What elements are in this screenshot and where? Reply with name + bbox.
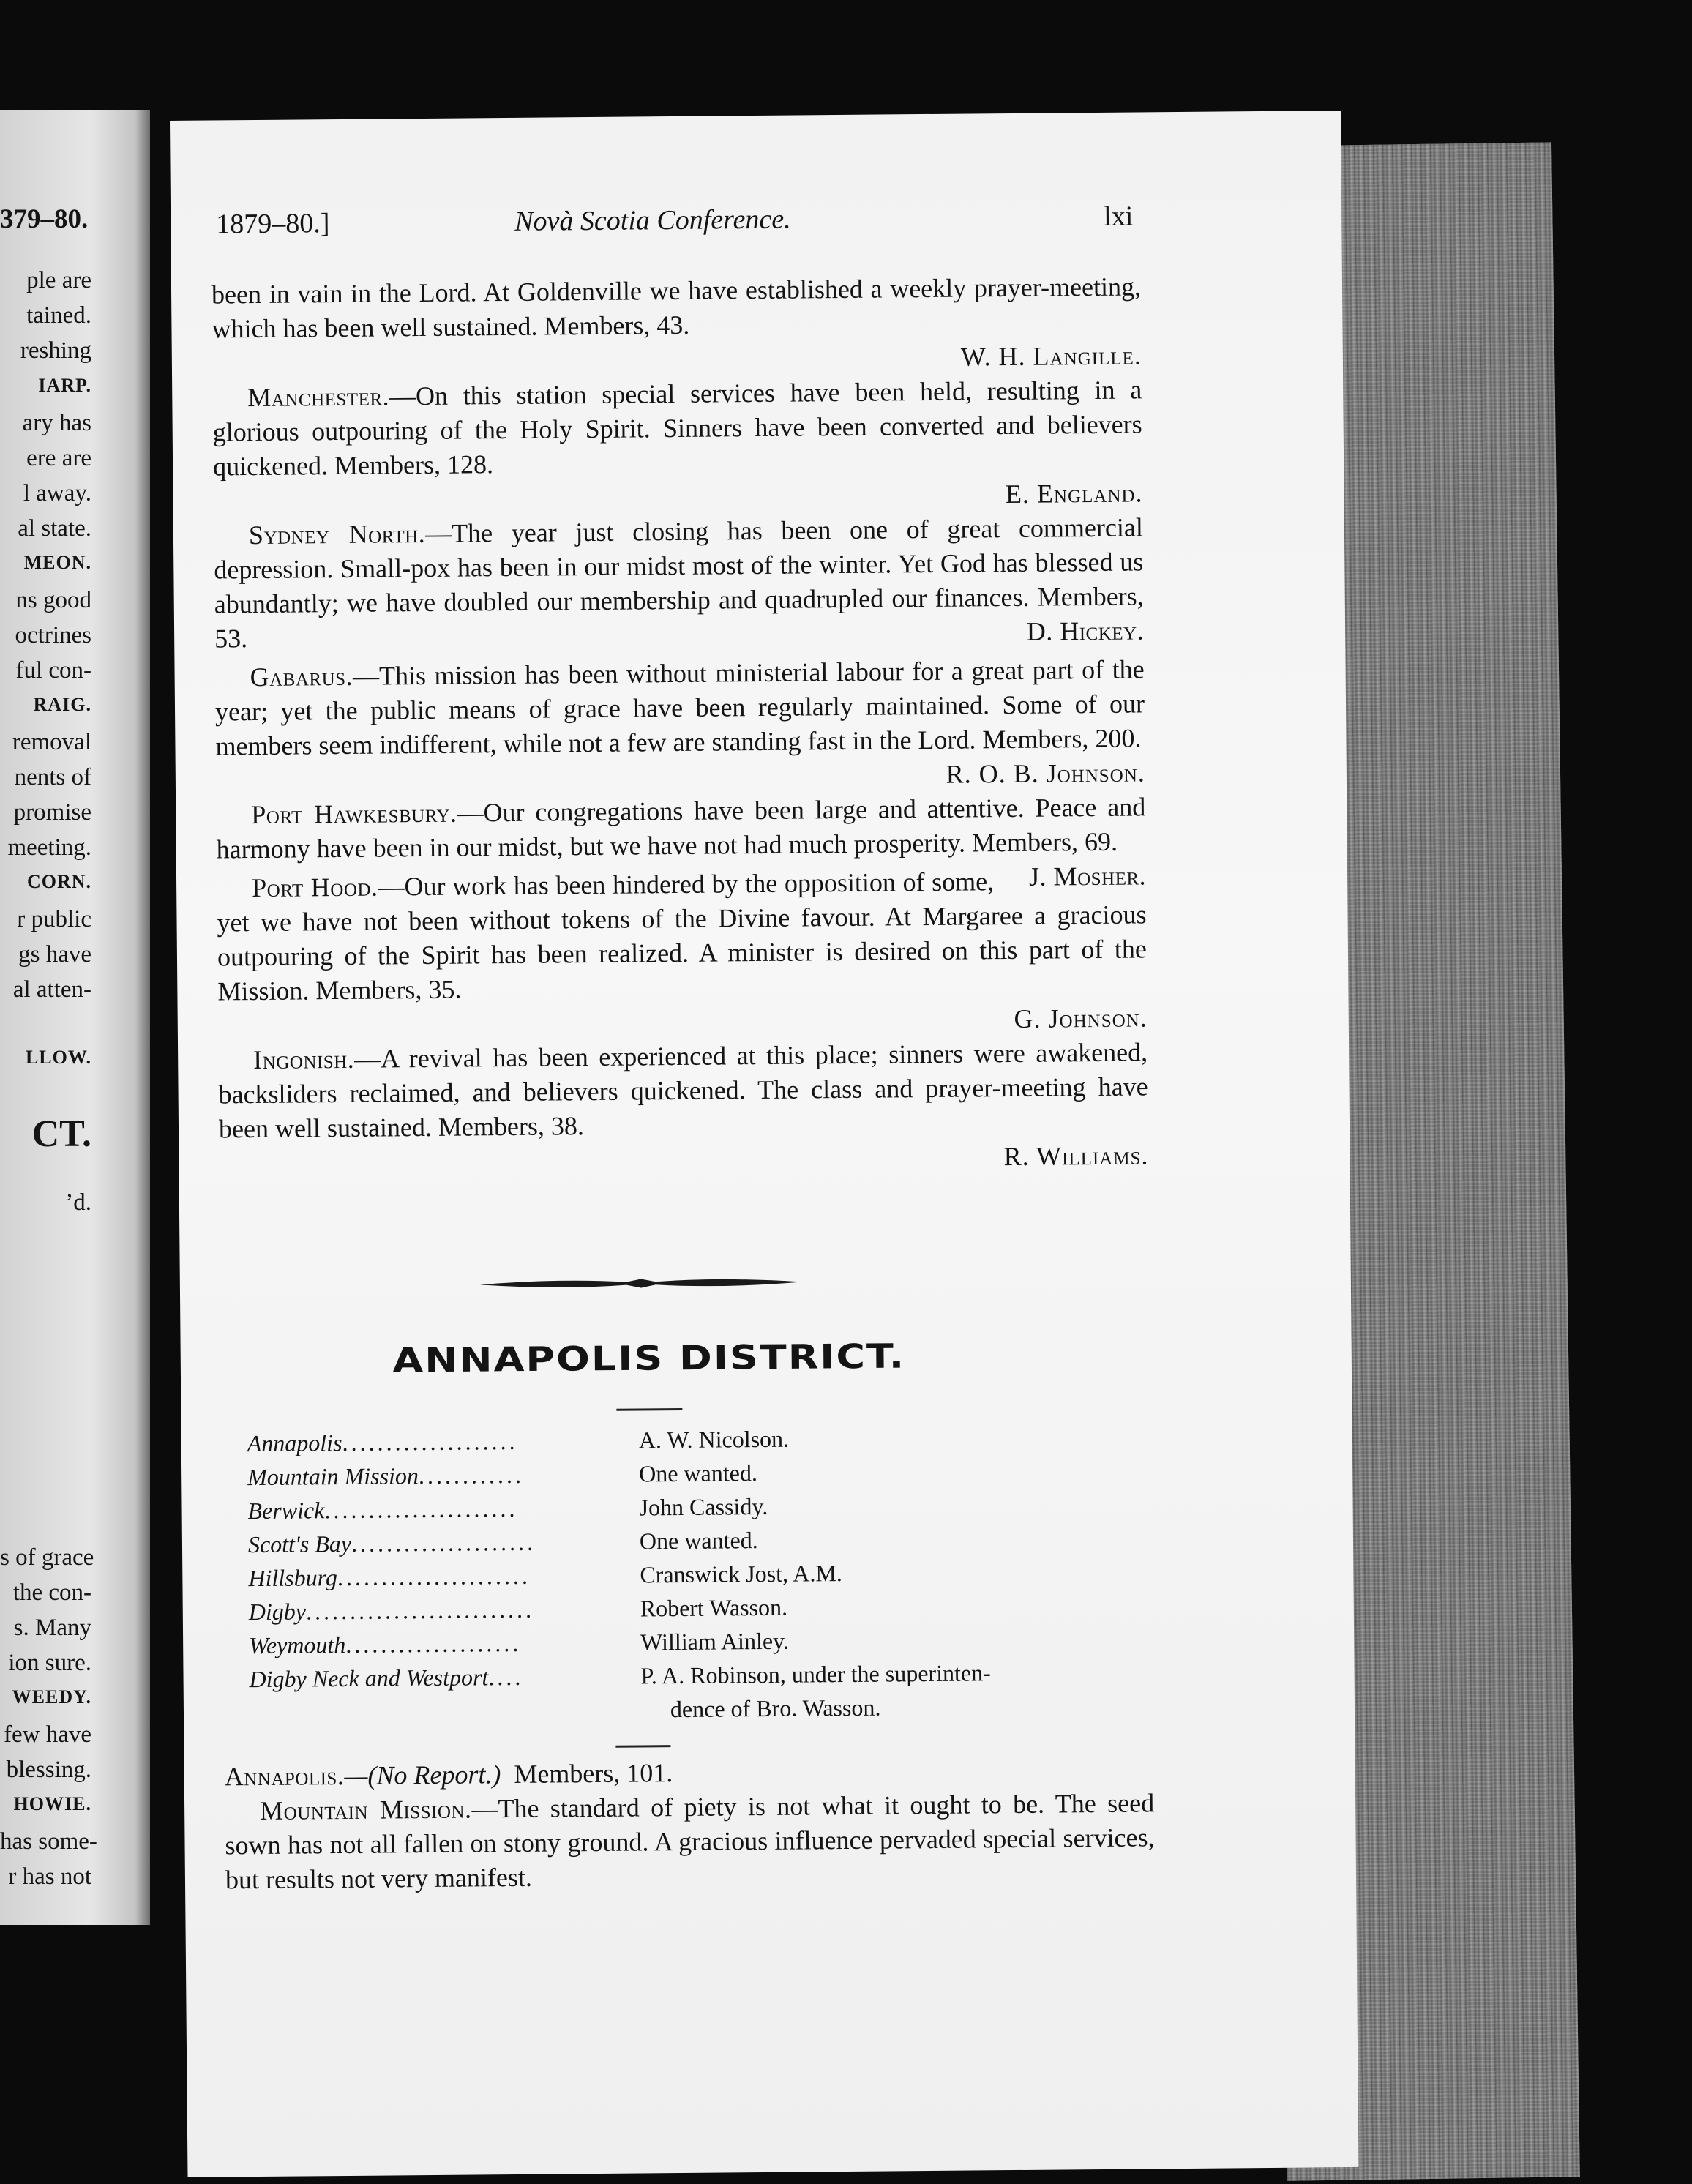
facing-page-line: ns good — [15, 587, 91, 613]
facing-page-line: s of grace — [0, 1544, 94, 1571]
leader-dots: .......................... — [305, 1596, 535, 1625]
report-block — [218, 1035, 1149, 1181]
report-block — [214, 510, 1145, 656]
station-name: Ingonish. — [253, 1044, 355, 1075]
report-signature: D. Hickey. — [1026, 616, 1145, 646]
appointment-minister: A. W. Nicolson. — [638, 1425, 790, 1454]
appointment-station: Berwick — [247, 1497, 325, 1525]
appointment-station: Hillsburg — [248, 1564, 338, 1592]
leader-dots: .... — [488, 1663, 524, 1691]
leader-dots: ..................... — [351, 1528, 536, 1557]
facing-page-line: CT. — [31, 1113, 91, 1155]
facing-page-line: ful con- — [15, 657, 91, 684]
page-number: lxi — [1104, 201, 1134, 232]
station-name: Gabarus. — [250, 661, 353, 692]
report-block — [225, 1786, 1155, 1897]
report-text: —This mission has been without ministerial labour for a great part of the year; yet the public means of grace have been regularly maintained. Some of our members seem indifferent, while not a few are standing fast in the Lord. Members, 200. — [214, 654, 1145, 761]
report-text: —A revival has been experienced at this place; sinners were awakened, backsliders reclaimed, and believers quickened. The class and prayer-meeting have been well sustained. Members, 38. — [218, 1037, 1148, 1144]
report-text: —The year just closing has been one of great commercial depression. Small-pox has been in our midst most of the winter. Yet God has blessed us abundantly; we have doubled our membership and quadrupled our finances. Members, 53. — [214, 512, 1144, 654]
report-text: —(No Report.) — [344, 1759, 501, 1791]
facing-page-line: s. Many — [13, 1615, 91, 1641]
facing-page-line: ary has — [22, 410, 91, 436]
facing-page-line: r public — [17, 906, 91, 932]
running-title: Novà Scotia Conference. — [514, 203, 791, 237]
report-signature: J. Mosher. — [1028, 861, 1147, 891]
facing-page-line: r has not — [8, 1863, 91, 1890]
report-text: —Our congregations have been large and attentive. Peace and harmony have been in our midst, but we have not had much prosperity. Members, 69. — [216, 792, 1146, 864]
facing-page-line: l away. — [23, 480, 91, 506]
facing-page-line: ’d. — [65, 1189, 91, 1216]
facing-page-line: promise — [13, 799, 91, 826]
report-text: been in vain in the Lord. At Goldenville we have established a weekly prayer-meeting, which has been well sustained. Members, 43. — [211, 272, 1142, 344]
appointment-row — [250, 1691, 1164, 1732]
appointment-minister: dence of Bro. Wasson. — [670, 1694, 881, 1723]
report-text: —The standard of piety is not what it ought to be. The seed sown has not all fallen on stony ground. A gracious influence pervaded special services, but results not very manifest. — [225, 1788, 1155, 1895]
facing-page-line: al state. — [18, 515, 91, 542]
leader-dots: ...................... — [337, 1562, 531, 1591]
facing-page-line: few have — [3, 1721, 91, 1748]
facing-page-line: WEEDY. — [12, 1686, 91, 1708]
facing-page-line: has some- — [0, 1828, 97, 1855]
facing-page-line: RAIG. — [33, 694, 91, 715]
appointment-station: Weymouth — [249, 1631, 346, 1659]
title-underline — [616, 1408, 682, 1411]
report-text: —Our work has been hindered by the opposition of some, yet we have not been without tokens of the Divine favour. At Margaree a gracious outpouring of the Spirit has been realized. A minister is desired on this part of the Mission. Members, 35. — [217, 867, 1148, 1006]
report-signature: E. England. — [1005, 478, 1143, 509]
facing-page-line: meeting. — [7, 834, 91, 861]
report-members: Members, 101. — [514, 1758, 673, 1789]
report-signature: R. Williams. — [1003, 1140, 1149, 1172]
appointment-station: Mountain Mission — [247, 1462, 419, 1491]
station-name: Annapolis. — [224, 1761, 345, 1792]
appointment-minister: P. A. Robinson, under the superinten- — [640, 1659, 991, 1689]
facing-page-line: nents of — [14, 764, 91, 790]
report-signature: W. H. Langille. — [960, 340, 1142, 372]
facing-page-line: octrines — [15, 622, 91, 648]
report-block — [212, 269, 1142, 381]
district-title: ANNAPOLIS DISTRICT. — [392, 1336, 906, 1380]
report-block — [212, 373, 1143, 518]
appointment-minister: Cranswick Jost, A.M. — [640, 1560, 842, 1588]
leader-dots: .................... — [342, 1427, 518, 1456]
appointment-minister: William Ainley. — [640, 1627, 790, 1656]
facing-page-line: ere are — [26, 445, 91, 471]
report-text: —On this station special services have been held, resulting in a glorious outpouring of the Holy Spirit. Sinners have been converted and believers quickened. Members, 128. — [212, 375, 1142, 482]
appointment-minister: Robert Wasson. — [640, 1593, 788, 1622]
facing-page-line: the con- — [12, 1579, 91, 1606]
facing-page-left — [0, 110, 150, 1925]
leader-dots: .................... — [345, 1629, 522, 1658]
district-reports — [225, 1751, 1156, 1897]
facing-page-line: CORN. — [26, 871, 91, 892]
facing-page-line: MEON. — [23, 552, 91, 573]
station-name: Mountain Mission. — [259, 1794, 472, 1826]
station-name: Manchester. — [247, 381, 390, 413]
report-block — [214, 652, 1145, 798]
section-rule — [615, 1745, 670, 1748]
page-year-header: 1879–80.] — [216, 208, 330, 240]
facing-page-line: reshing — [20, 337, 91, 364]
facing-page-line: al atten- — [12, 976, 91, 1003]
facing-page-line: IARP. — [38, 375, 91, 396]
appointment-station: Annapolis — [247, 1429, 342, 1457]
facing-page-line: ion sure. — [8, 1650, 91, 1676]
book-page — [170, 111, 1358, 2177]
appointment-minister: One wanted. — [639, 1527, 758, 1555]
facing-page-line: HOWIE. — [13, 1793, 91, 1814]
appointment-minister: One wanted. — [638, 1459, 758, 1487]
leader-dots: ...................... — [324, 1495, 518, 1524]
facing-page-line: ple are — [26, 267, 91, 293]
facing-page-line: gs have — [18, 941, 91, 968]
facing-page-line: removal — [12, 729, 91, 755]
facing-page-header: 379–80. — [0, 204, 89, 234]
appointment-station: Digby Neck and Westport — [249, 1664, 489, 1693]
facing-page-line: tained. — [26, 302, 91, 329]
conference-reports — [212, 269, 1149, 1181]
leader-dots: ............ — [418, 1461, 525, 1489]
appointment-station: Digby — [248, 1598, 307, 1626]
report-signature: R. O. B. Johnson. — [946, 758, 1145, 789]
facing-page-line: LLOW. — [25, 1047, 91, 1068]
appointment-minister: John Cassidy. — [639, 1492, 768, 1521]
ornamental-divider — [480, 1274, 802, 1294]
facing-page-line: blessing. — [6, 1757, 91, 1783]
station-name: Port Hood. — [251, 872, 378, 903]
report-signature: G. Johnson. — [1014, 1003, 1148, 1033]
station-name: Sydney North. — [248, 518, 426, 550]
appointment-station: Scott's Bay — [247, 1530, 352, 1558]
station-name: Port Hawkesbury. — [251, 798, 457, 830]
